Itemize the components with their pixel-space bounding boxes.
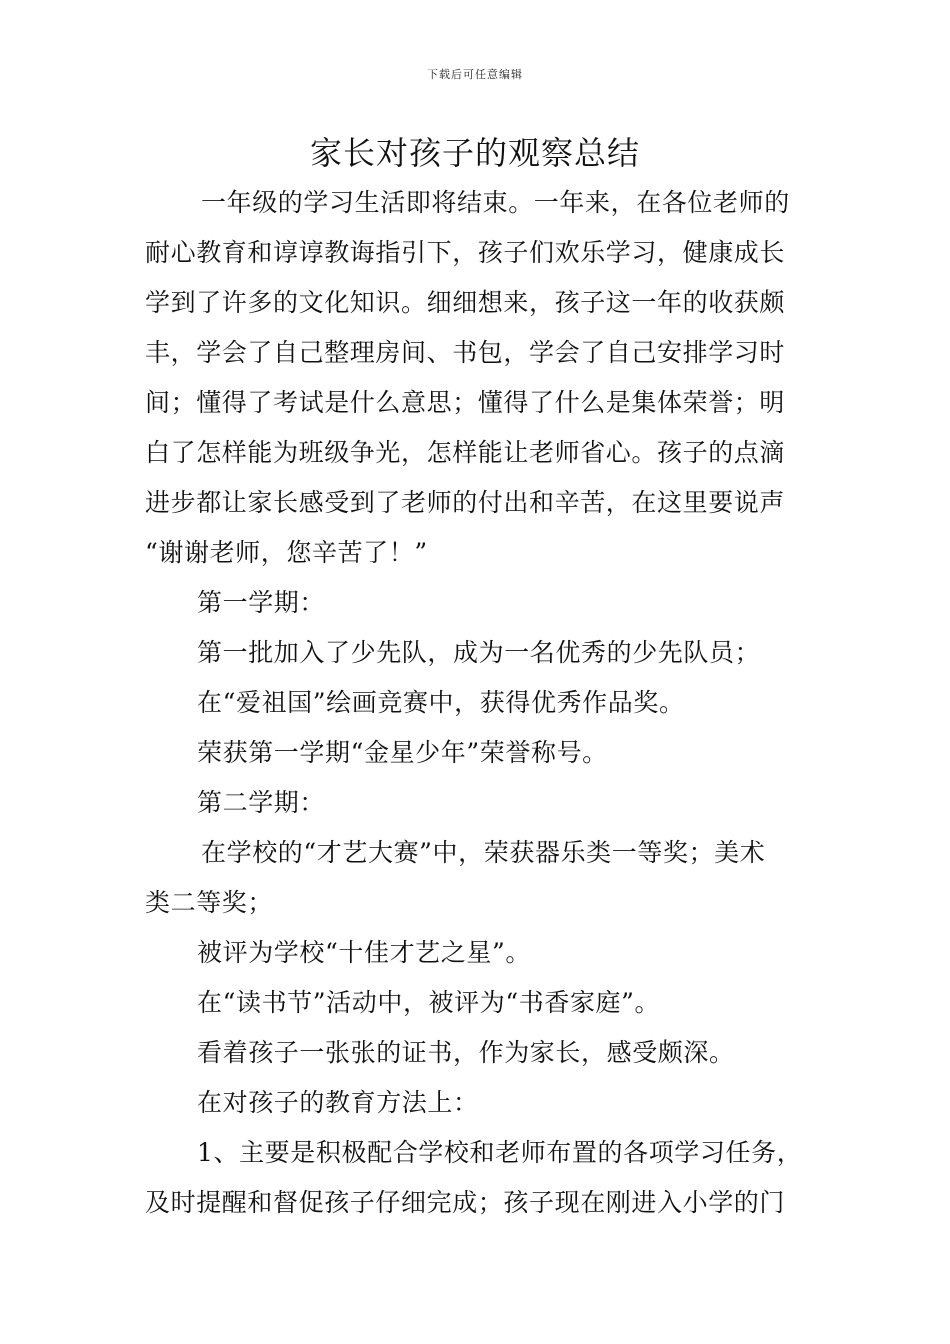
- paragraph-line: 耐心教育和谆谆教诲指引下，孩子们欢乐学习，健康成长: [145, 238, 786, 267]
- section-heading: 在对孩子的教育方法上：: [197, 1088, 479, 1117]
- paragraph-line: “谢谢老师，您辛苦了！”: [145, 538, 428, 567]
- paragraph-line: 间；懂得了考试是什么意思；懂得了什么是集体荣誉；明: [145, 388, 786, 417]
- paragraph-line: 学到了许多的文化知识。细细想来，孩子这一年的收获颇: [145, 288, 786, 317]
- list-item-continuation: 类二等奖；: [145, 888, 274, 917]
- paragraph-line: 丰，学会了自己整理房间、书包，学会了自己安排学习时: [145, 338, 786, 367]
- list-item: 在“读书节”活动中，被评为“书香家庭”。: [197, 988, 661, 1017]
- paragraph-line: 进步都让家长感受到了老师的付出和辛苦，在这里要说声: [145, 488, 786, 517]
- paragraph-line: 白了怎样能为班级争光，怎样能让老师省心。孩子的点滴: [145, 438, 786, 467]
- section-heading: 第一学期：: [197, 588, 326, 617]
- list-item: 被评为学校“十佳才艺之星”。: [197, 938, 531, 967]
- header-note: 下载后可任意编辑: [427, 68, 523, 81]
- list-item: 荣获第一学期“金星少年”荣誉称号。: [197, 738, 608, 767]
- list-item: 第一批加入了少先队，成为一名优秀的少先队员；: [197, 638, 761, 667]
- list-item: 在学校的“才艺大赛”中，荣获器乐类一等奖；美术: [201, 838, 766, 867]
- document-title: 家长对孩子的观察总结: [309, 134, 640, 172]
- section-heading: 第二学期：: [197, 788, 326, 817]
- paragraph-line: 看着孩子一张张的证书，作为家长，感受颇深。: [197, 1038, 735, 1067]
- numbered-item-continuation: 及时提醒和督促孩子仔细完成；孩子现在刚进入小学的门: [145, 1188, 786, 1217]
- numbered-item: 1、主要是积极配合学校和老师布置的各项学习任务，: [197, 1138, 803, 1167]
- paragraph-line: 一年级的学习生活即将结束。一年来，在各位老师的: [201, 188, 790, 217]
- list-item: 在“爱祖国”绘画竞赛中，获得优秀作品奖。: [197, 688, 685, 717]
- document-body: [145, 178, 811, 1228]
